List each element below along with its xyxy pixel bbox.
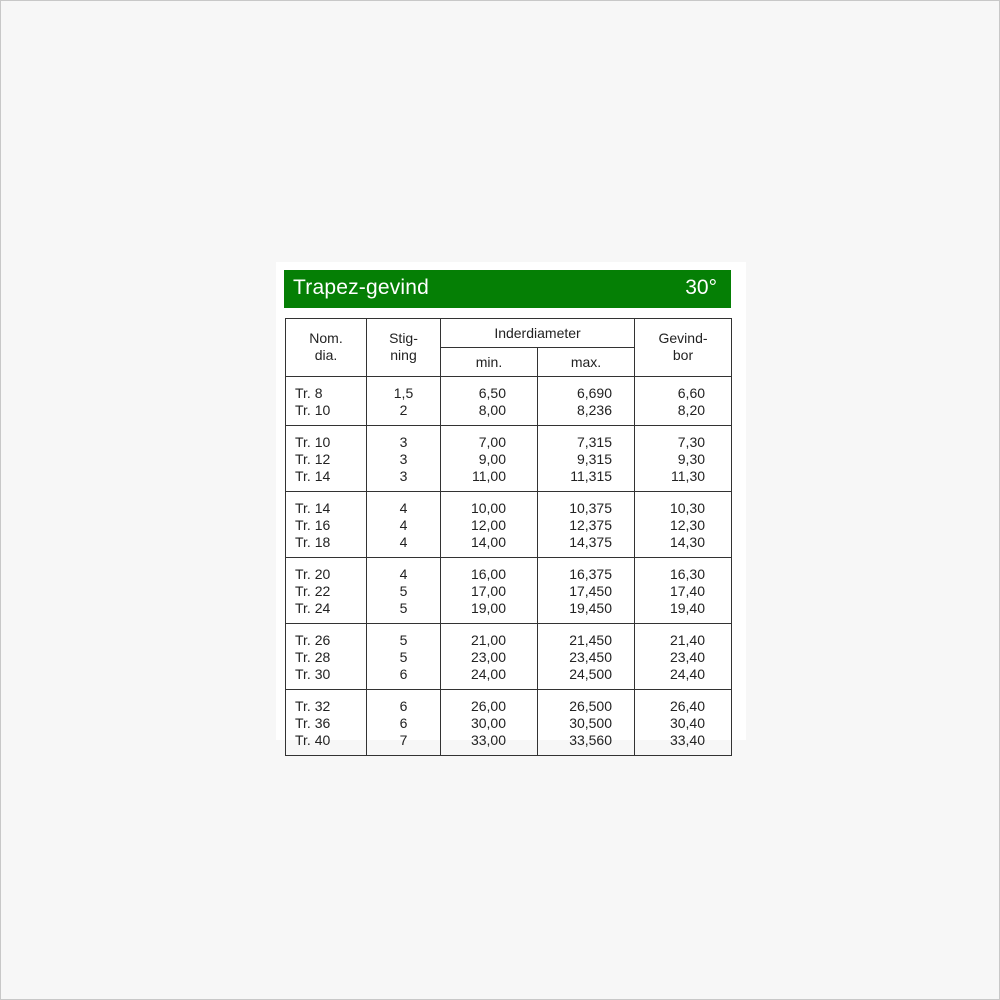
header-gevindbor [635,319,732,377]
cell-stigning: 5 [399,649,408,665]
header-nom-line1: Nom. [309,330,343,346]
cell-stigning: 3 [399,434,408,450]
cell-nom-dia: Tr. 32 [295,698,331,714]
cell-max: 21,450 [569,632,613,648]
group-cell-nom-dia [286,426,367,492]
cell-max: 33,560 [569,732,613,748]
cell-gevindbor: 9,30 [677,451,706,467]
cell-min: 24,00 [470,666,506,682]
cell-stigning: 5 [399,632,408,648]
group-cell-max [538,558,635,624]
group-cell-stigning [367,558,441,624]
group-cell-min [441,558,538,624]
group-cell-nom-dia [286,558,367,624]
group-cell-max [538,492,635,558]
group-cell-gevindbor [635,690,732,756]
header-gevind-line2: bor [672,347,694,363]
group-cell-max [538,377,635,426]
cell-nom-dia: Tr. 16 [295,517,331,533]
row-group [286,624,732,690]
cell-max: 11,315 [570,468,613,484]
cell-nom-dia: Tr. 10 [295,434,331,450]
table-body [286,377,732,756]
cell-gevindbor: 19,40 [669,600,706,616]
cell-stigning: 6 [399,666,408,682]
cell-nom-dia: Tr. 28 [295,649,331,665]
cell-max: 12,375 [569,517,613,533]
cell-min: 21,00 [470,632,506,648]
cell-min: 26,00 [470,698,506,714]
header-stig-line2: ning [390,347,417,363]
cell-stigning: 2 [399,402,408,418]
cell-nom-dia: Tr. 18 [295,534,331,550]
thread-table-card [276,262,746,748]
cell-stigning: 1,5 [393,385,414,401]
header-nom-line2: dia. [314,347,338,363]
cell-nom-dia: Tr. 12 [295,451,331,467]
cell-nom-dia: Tr. 20 [295,566,331,582]
cell-min: 16,00 [470,566,506,582]
cell-max: 17,450 [569,583,613,599]
cell-gevindbor: 30,40 [669,715,706,731]
cell-stigning: 4 [399,566,408,582]
row-group [286,558,732,624]
group-cell-min [441,377,538,426]
cell-max: 7,315 [576,434,613,450]
cell-nom-dia: Tr. 36 [295,715,331,731]
cell-min: 14,00 [470,534,506,550]
group-cell-stigning [367,492,441,558]
header-gevind-line1: Gevind- [658,330,708,346]
row-group [286,426,732,492]
group-cell-stigning [367,624,441,690]
group-cell-gevindbor [635,377,732,426]
group-cell-gevindbor [635,492,732,558]
cell-nom-dia: Tr. 14 [295,468,331,484]
cell-gevindbor: 26,40 [669,698,706,714]
group-cell-max [538,426,635,492]
cell-max: 24,500 [569,666,613,682]
group-cell-nom-dia [286,690,367,756]
cell-stigning: 6 [399,715,408,731]
cell-min: 10,00 [470,500,506,516]
group-cell-min [441,690,538,756]
cell-nom-dia: Tr. 24 [295,600,331,616]
header-nom-dia [286,319,367,377]
cell-min: 9,00 [478,451,506,467]
cell-stigning: 4 [399,517,408,533]
cell-gevindbor: 8,20 [677,402,706,418]
cell-stigning: 4 [399,500,408,516]
cell-nom-dia: Tr. 40 [295,732,331,748]
cell-stigning: 6 [399,698,408,714]
cell-stigning: 5 [399,583,408,599]
header-inderdiameter: Inderdiameter [441,319,635,348]
cell-min: 6,50 [478,385,506,401]
cell-min: 12,00 [470,517,506,533]
cell-stigning: 3 [399,451,408,467]
cell-max: 6,690 [576,385,613,401]
group-cell-stigning [367,690,441,756]
cell-gevindbor: 33,40 [669,732,706,748]
cell-min: 17,00 [470,583,506,599]
thread-table [285,318,732,756]
row-group [286,377,732,426]
cell-gevindbor: 23,40 [669,649,706,665]
group-cell-min [441,624,538,690]
group-cell-stigning [367,377,441,426]
cell-gevindbor: 6,60 [677,385,706,401]
cell-max: 19,450 [569,600,613,616]
cell-max: 8,236 [576,402,613,418]
header-stigning [367,319,441,377]
cell-stigning: 4 [399,534,408,550]
group-cell-max [538,624,635,690]
row-group [286,492,732,558]
cell-nom-dia: Tr. 22 [295,583,331,599]
row-group [286,690,732,756]
cell-gevindbor: 14,30 [669,534,706,550]
cell-nom-dia: Tr. 30 [295,666,331,682]
cell-stigning: 3 [399,468,408,484]
group-cell-max [538,690,635,756]
group-cell-nom-dia [286,624,367,690]
cell-nom-dia: Tr. 26 [295,632,331,648]
cell-gevindbor: 12,30 [669,517,706,533]
cell-nom-dia: Tr. 14 [295,500,331,516]
group-cell-min [441,426,538,492]
thread-angle: 30° [685,276,717,299]
table-title: Trapez-gevind [293,276,430,299]
cell-max: 16,375 [569,566,613,582]
group-cell-stigning [367,426,441,492]
header-max: max. [538,348,635,377]
header-stig-line1: Stig- [389,330,418,346]
group-cell-nom-dia [286,492,367,558]
group-cell-gevindbor [635,426,732,492]
cell-gevindbor: 7,30 [677,434,706,450]
cell-min: 7,00 [478,434,506,450]
cell-gevindbor: 11,30 [671,468,706,484]
cell-nom-dia: Tr. 8 [295,385,323,401]
title-banner [284,270,731,308]
group-cell-nom-dia [286,377,367,426]
cell-gevindbor: 24,40 [669,666,706,682]
cell-stigning: 5 [399,600,408,616]
cell-max: 23,450 [569,649,613,665]
cell-min: 11,00 [472,468,506,484]
cell-min: 23,00 [470,649,506,665]
cell-gevindbor: 17,40 [669,583,706,599]
cell-max: 26,500 [569,698,613,714]
cell-stigning: 7 [399,732,408,748]
cell-nom-dia: Tr. 10 [295,402,331,418]
cell-min: 19,00 [470,600,506,616]
group-cell-min [441,492,538,558]
cell-min: 30,00 [470,715,506,731]
group-cell-gevindbor [635,558,732,624]
group-cell-gevindbor [635,624,732,690]
header-min: min. [441,348,538,377]
cell-gevindbor: 10,30 [669,500,706,516]
cell-min: 33,00 [470,732,506,748]
cell-max: 9,315 [576,451,613,467]
cell-min: 8,00 [478,402,506,418]
cell-gevindbor: 16,30 [669,566,706,582]
cell-max: 14,375 [569,534,613,550]
cell-max: 30,500 [569,715,613,731]
cell-max: 10,375 [569,500,613,516]
cell-gevindbor: 21,40 [669,632,706,648]
